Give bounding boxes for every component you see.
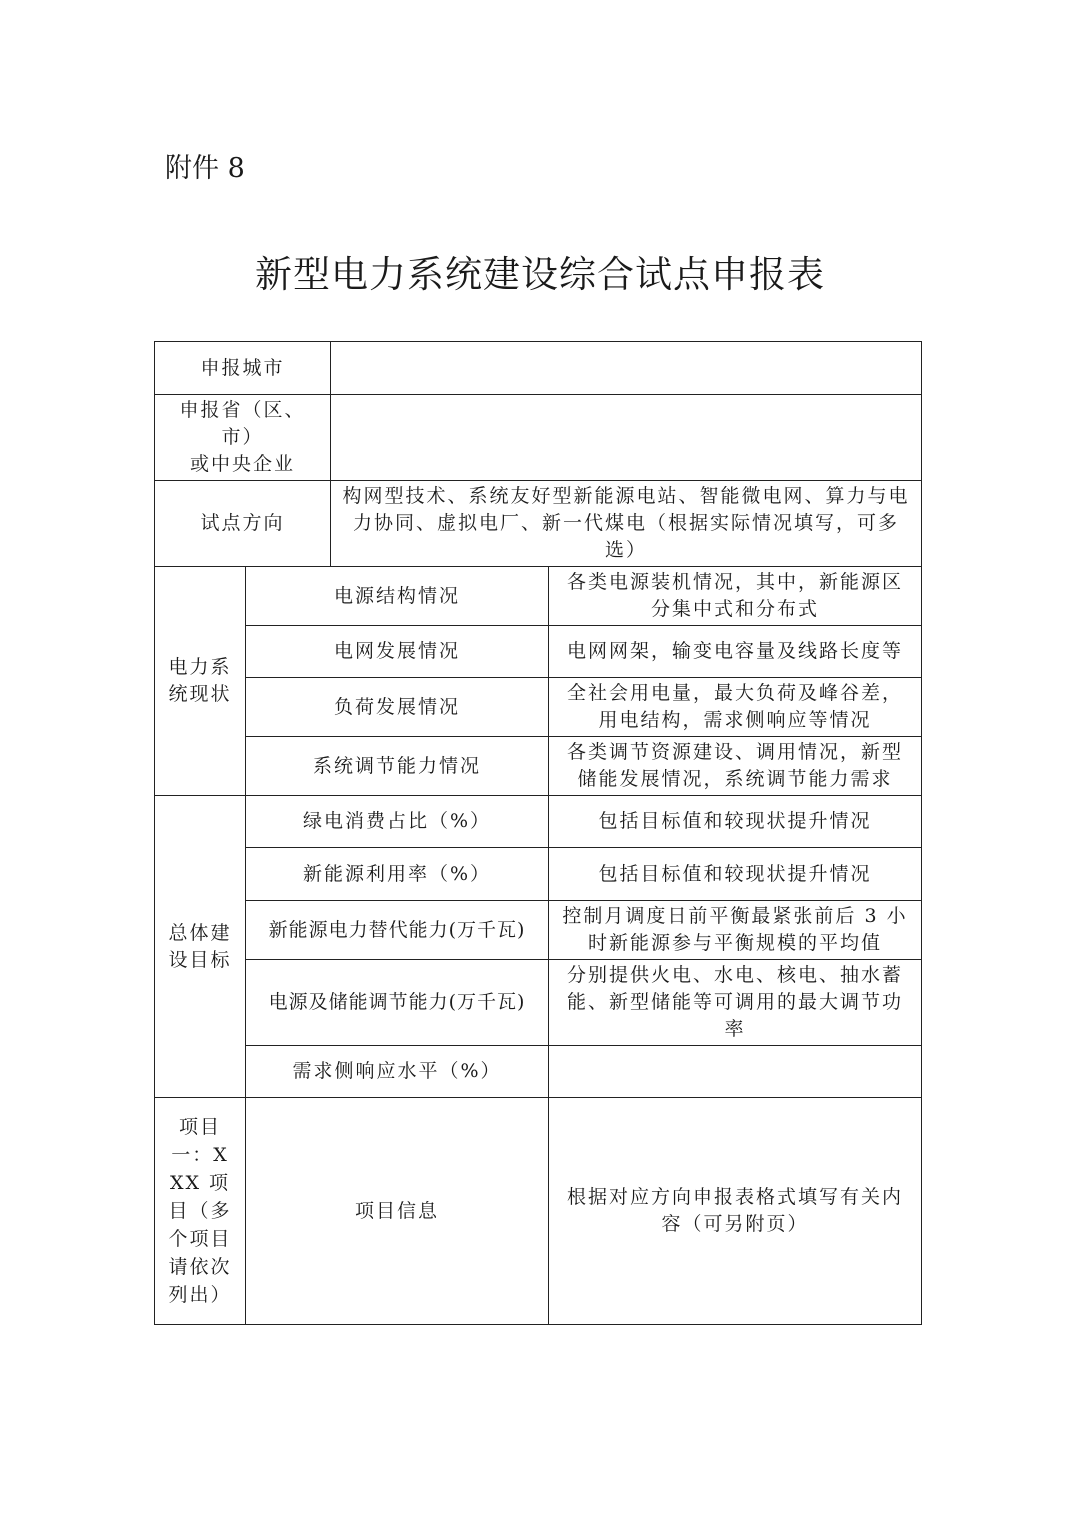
- project-row: [155, 1098, 922, 1325]
- goal-desc: 控制月调度日前平衡最紧张前后 3 小时新能源参与平衡规模的平均值: [549, 901, 922, 960]
- province-row: [155, 395, 922, 481]
- goal-item: 新能源电力替代能力(万千瓦): [246, 901, 549, 960]
- province-field[interactable]: [331, 395, 922, 481]
- goal-desc: 包括目标值和较现状提升情况: [549, 848, 922, 901]
- goal-item: 新能源利用率（%）: [246, 848, 549, 901]
- status-desc: 全社会用电量，最大负荷及峰谷差，用电结构，需求侧响应等情况: [549, 678, 922, 737]
- status-item: 负荷发展情况: [246, 678, 549, 737]
- goal-row: [155, 1046, 922, 1098]
- page-title: 新型电力系统建设综合试点申报表: [255, 253, 825, 296]
- goal-desc: 包括目标值和较现状提升情况: [549, 796, 922, 848]
- project-label: 项目一：XXX 项目（多个项目请依次列出）: [155, 1098, 246, 1325]
- status-row: [155, 567, 922, 626]
- status-section-label: [155, 567, 246, 796]
- goal-row: [155, 796, 922, 848]
- goal-item: 电源及储能调节能力(万千瓦): [246, 960, 549, 1046]
- province-label-line1: 申报省（区、市）: [179, 399, 306, 448]
- project-desc: 根据对应方向申报表格式填写有关内容（可另附页）: [549, 1098, 922, 1325]
- province-label-line2: 或中央企业: [190, 453, 296, 475]
- city-field[interactable]: [331, 342, 922, 395]
- city-label: 申报城市: [155, 342, 331, 395]
- pilot-direction-field[interactable]: 构网型技术、系统友好型新能源电站、智能微电网、算力与电力协同、虚拟电厂、新一代煤电（根据实际情况填写，可多选）: [331, 481, 922, 567]
- status-desc: 各类电源装机情况，其中，新能源区分集中式和分布式: [549, 567, 922, 626]
- goal-desc-field[interactable]: [549, 1046, 922, 1098]
- status-row: [155, 626, 922, 678]
- goal-desc: 分别提供火电、水电、核电、抽水蓄能、新型储能等可调用的最大调节功率: [549, 960, 922, 1046]
- city-row: [155, 342, 922, 395]
- goal-section-label-line2: 设目标: [168, 948, 232, 971]
- status-row: [155, 678, 922, 737]
- pilot-direction-row: [155, 481, 922, 567]
- goal-row: [155, 960, 922, 1046]
- goal-row: [155, 901, 922, 960]
- goal-item: 需求侧响应水平（%）: [246, 1046, 549, 1098]
- goal-section-label: [155, 796, 246, 1098]
- province-label: [155, 395, 331, 481]
- status-desc: 电网网架，输变电容量及线路长度等: [549, 626, 922, 678]
- pilot-direction-label: 试点方向: [155, 481, 331, 567]
- application-form-table: [154, 341, 922, 1325]
- status-item: 系统调节能力情况: [246, 737, 549, 796]
- goal-item: 绿电消费占比（%）: [246, 796, 549, 848]
- status-section-label-line1: 电力系: [168, 656, 232, 678]
- status-item: 电源结构情况: [246, 567, 549, 626]
- status-desc: 各类调节资源建设、调用情况，新型储能发展情况，系统调节能力需求: [549, 737, 922, 796]
- status-row: [155, 737, 922, 796]
- attachment-label: 附件 8: [165, 153, 245, 184]
- status-item: 电网发展情况: [246, 626, 549, 678]
- goal-section-label-line1: 总体建: [168, 921, 232, 944]
- goal-row: [155, 848, 922, 901]
- project-item: 项目信息: [246, 1098, 549, 1325]
- status-section-label-line2: 统现状: [168, 683, 232, 705]
